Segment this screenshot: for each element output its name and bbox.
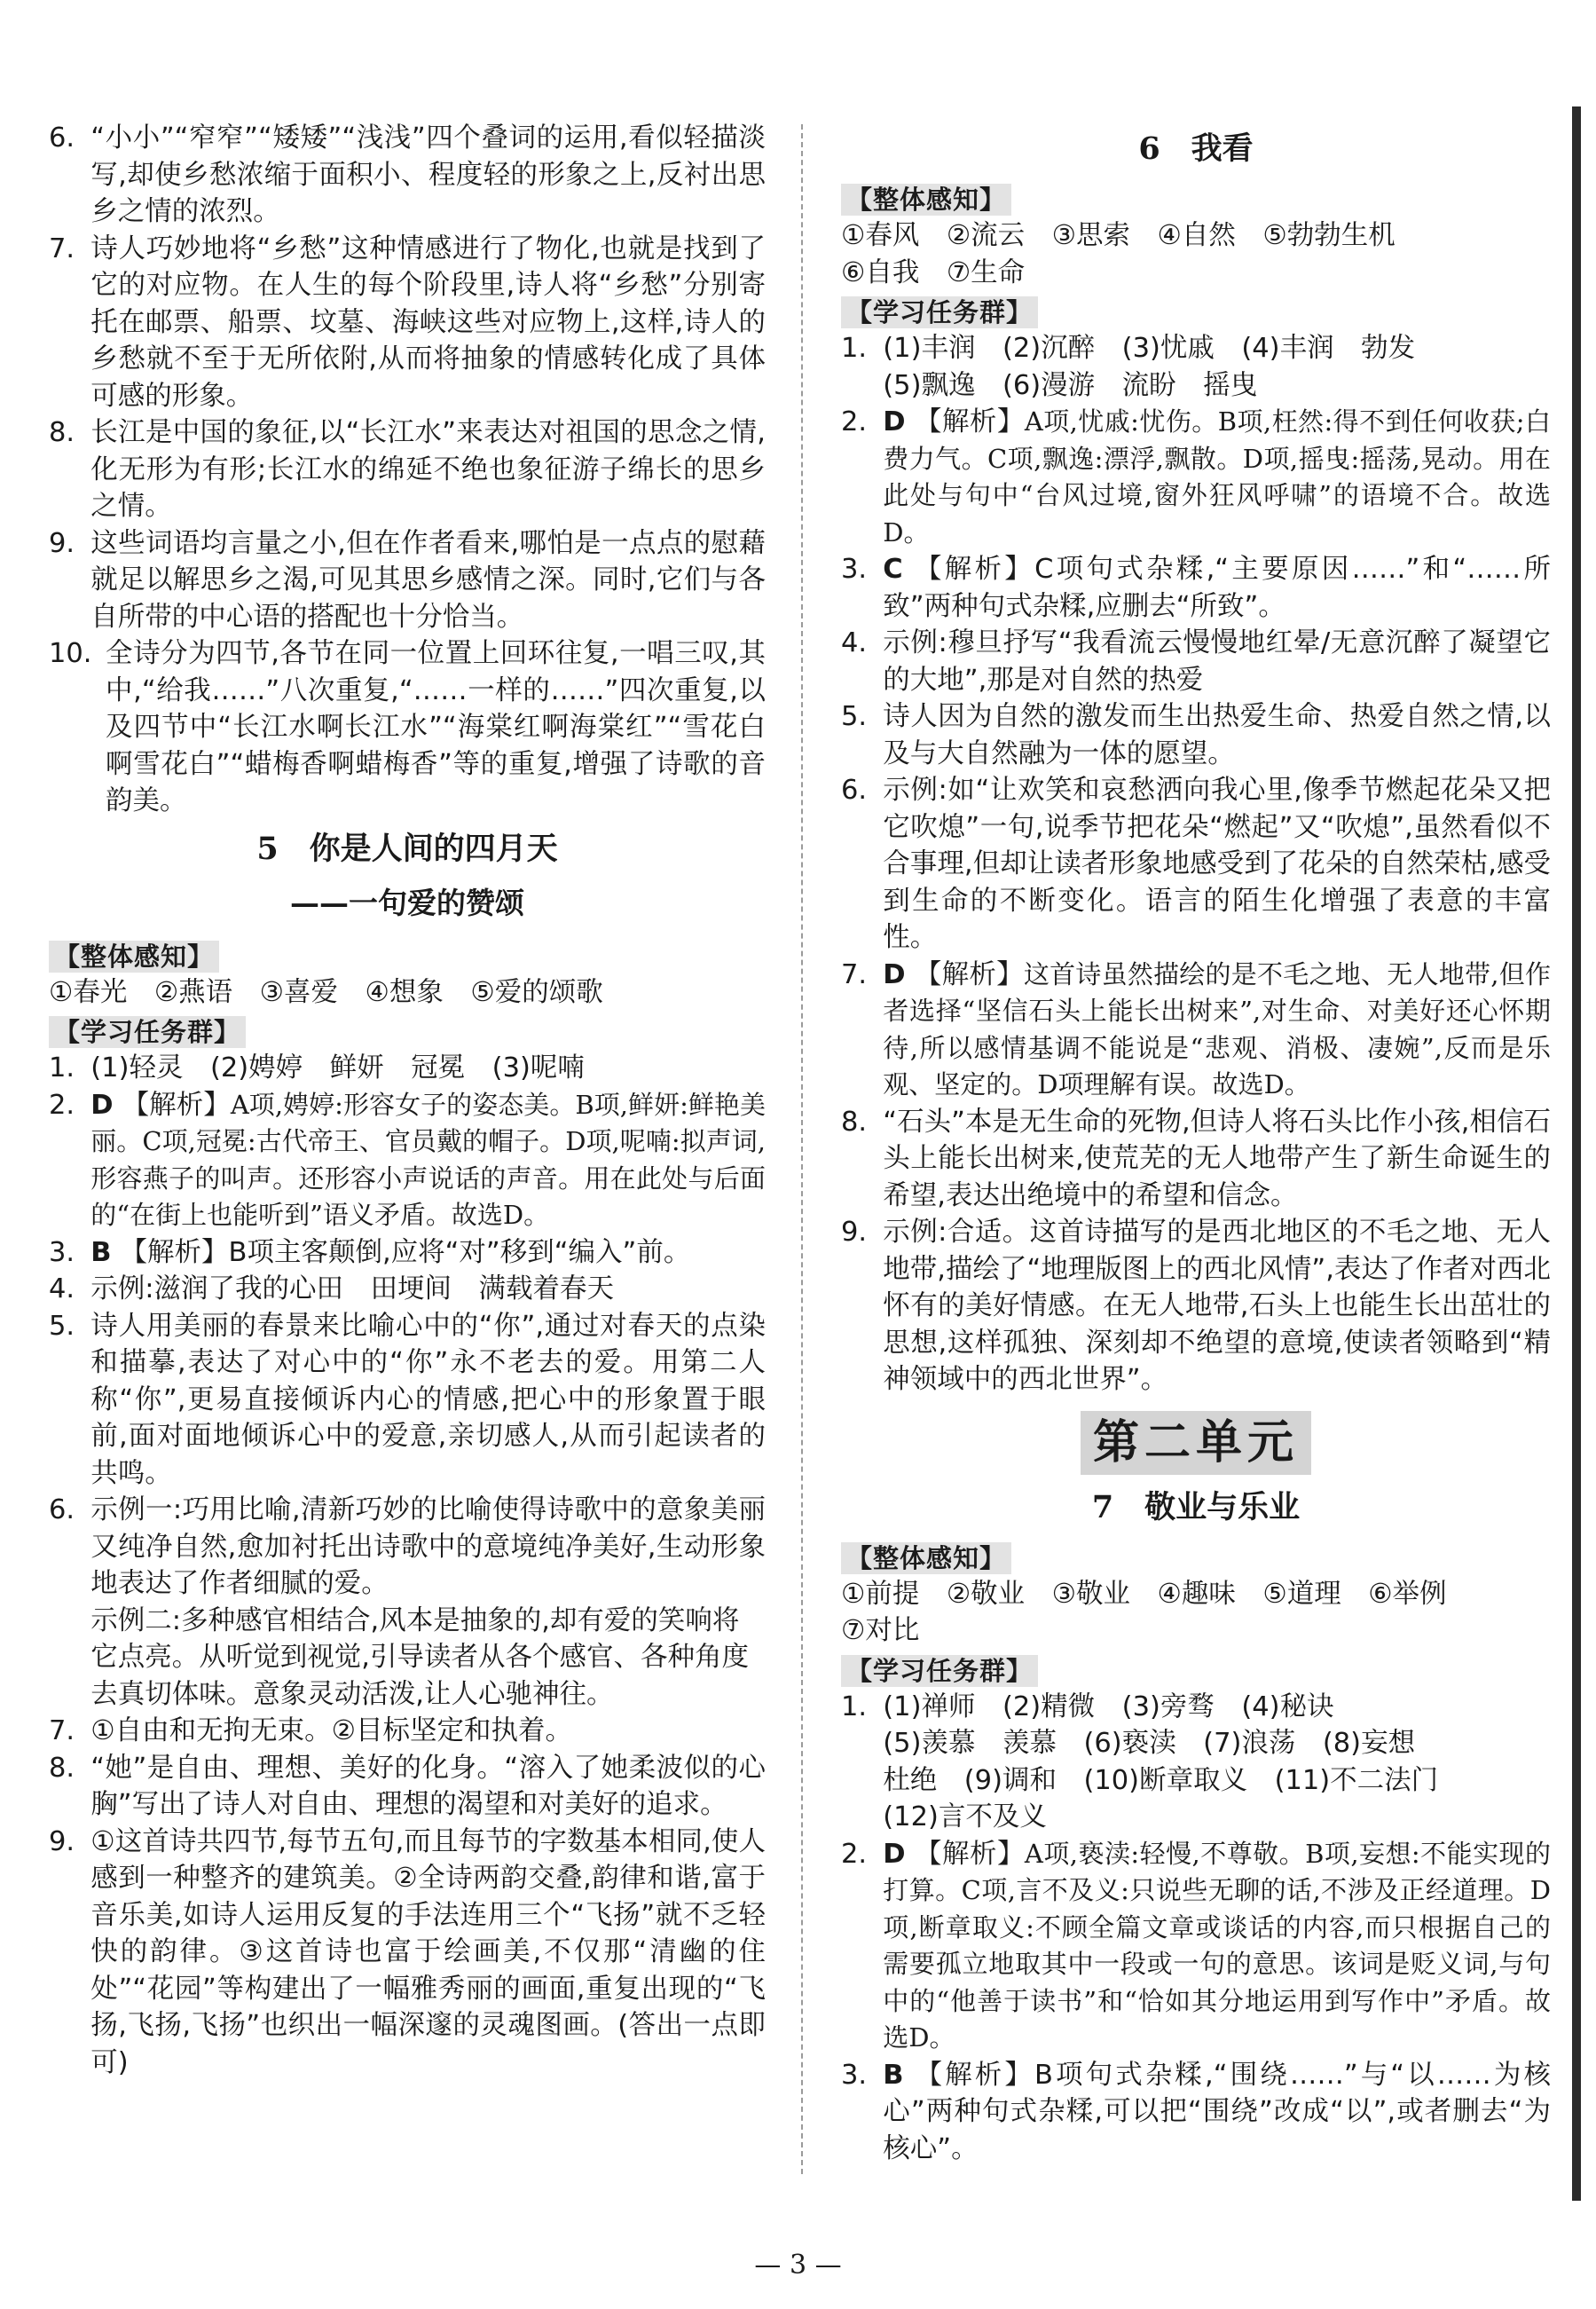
answer-item: 1. (1)丰润 (2)沉醉 (3)忧戚 (4)丰润 勃发 — [841, 333, 1416, 364]
answer-item: 1. (1)轻灵 (2)娉婷 鲜妍 冠冕 (3)呢喃 — [49, 1052, 585, 1084]
answer-item: 9. ①这首诗共四节,每节五句,而且每节的字数基本相同,使人感到一种整齐的建筑美。②全诗两韵交叠,韵律和谐,富于音乐美,如诗人运用反复的手法连用三个“飞扬”就不乏轻快的韵律。③这首诗也富于绘画美,不仅那“清幽的住处”“花园”等构建出了一幅雅秀丽的画面,重复出现的“飞扬,飞扬,飞扬”也织出一幅深邃的灵魂图画。(答出一点即可) — [49, 1825, 766, 2078]
lesson-5-subtitle: ——一句爱的赞颂 — [290, 885, 524, 920]
answer-item: 3. B 【解析】B项句式杂糅,“围绕……”与“以……为核心”两种句式杂糅,可以把“围绕”改成“以”,或者删去“为核心”。 — [841, 2059, 1552, 2164]
answer-item: 6. “小小”“窄窄”“矮矮”“浅浅”四个叠词的运用,看似轻描淡写,却使乡愁浓缩于面积小、程度轻的形象之上,反衬出思乡之情的浓烈。 — [49, 122, 766, 227]
answer-item: 5. 诗人用美丽的春景来比喻心中的“你”,通过对春天的点染和描摹,表达了对心中的“你”永不老去的爱。用第二人称“你”,更易直接倾诉内心的情感,把心中的形象置于眼前,面对面地倾诉心中的爱意,亲切感人,从而引起读者的共鸣。 — [49, 1310, 766, 1489]
answer-item: 7. D 【解析】这首诗虽然描绘的是不毛之地、无人地带,但作者选择“坚信石头上能长出树来”,对生命、对美好还心怀期待,所以感情基调不能说是“悲观、消极、凄婉”,反而是乐观、坚定的。D项理解有误。故选D。 — [841, 958, 1551, 1099]
answer-continuation: 示例二:多种感官相结合,风本是抽象的,却有爱的笑响将它点亮。从听觉到视觉,引导读者从各个感官、各种角度去真切体味。意象灵动活泼,让人心驰神往。 — [90, 1604, 749, 1710]
overview-line: ⑥自我 ⑦生命 — [841, 256, 1026, 288]
overview-line: ①前提 ②敬业 ③敬业 ④趣味 ⑤道理 ⑥举例 — [841, 1578, 1447, 1610]
answer-item: 7. ①自由和无拘无束。②目标坚定和执着。 — [49, 1715, 572, 1746]
answer-item: 9. 这些词语均言量之小,但在作者看来,哪怕是一点点的慰藉就足以解思乡之渴,可见其思乡感情之深。同时,它们与各自所带的中心语的搭配也十分恰当。 — [49, 527, 766, 633]
answer-item: 4. 示例:滋润了我的心田 田埂间 满载着春天 — [49, 1273, 615, 1304]
overview-line: ⑦对比 — [841, 1615, 920, 1646]
answer-item: 10. 全诗分为四节,各节在同一位置上回环往复,一唱三叹,其中,“给我……”八次重复,“……一样的……”四次重复,以及四节中“长江水啊长江水”“海棠红啊海棠红”“雪花白啊雪花白”“蜡梅香啊蜡梅香”等的重复,增强了诗歌的音韵美。 — [49, 638, 766, 816]
overview-line: ①春风 ②流云 ③思索 ④自然 ⑤勃勃生机 — [841, 220, 1396, 251]
answer-item: 8. “她”是自由、理想、美好的化身。“溶入了她柔波似的心胸”写出了诗人对自由、理想的渴望和对美好的追求。 — [49, 1752, 766, 1820]
answer-item: 9. 示例:合适。这首诗描写的是西北地区的不毛之地、无人地带,描绘了“地理版图上的西北风情”,表达了作者对西北怀有的美好情感。在无人地带,石头上也能生长出茁壮的思想,这样孤独、深刻却不绝望的意境,使读者领略到“精神领域中的西北世界”。 — [841, 1217, 1551, 1395]
section-tag-overview: 【整体感知】 — [841, 1542, 1011, 1574]
answer-continuation: 杜绝 (9)调和 (10)断章取义 (11)不二法门 — [883, 1764, 1439, 1796]
answer-continuation: (5)飘逸 (6)漫游 流盼 摇曳 — [883, 369, 1258, 401]
page-number: — 3 — — [754, 2250, 842, 2281]
answer-item: 6. 示例:如“让欢笑和哀愁洒向我心里,像季节燃起花朵又把它吹熄”一句,说季节把花朵“燃起”又“吹熄”,虽然看似不合事理,但却让读者形象地感受到了花朵的自然荣枯,感受到生命的不断变化。语言的陌生化增强了表意的丰富性。 — [841, 775, 1551, 953]
unit-title: 第二单元 — [1081, 1411, 1311, 1475]
column-divider — [801, 124, 803, 2174]
answer-item: 8. 长江是中国的象征,以“长江水”来表达对祖国的思念之情,化无形为有形;长江水的绵延不绝也象征游子绵长的思乡之情。 — [49, 417, 766, 522]
section-tag-tasks: 【学习任务群】 — [841, 296, 1038, 328]
answer-continuation: (5)羡慕 羡慕 (6)亵渎 (7)浪荡 (8)妄想 — [883, 1728, 1416, 1759]
answer-item: 4. 示例:穆旦抒写“我看流云慢慢地红晕/无意沉醉了凝望它的大地”,那是对自然的热爱 — [841, 627, 1551, 696]
section-tag-overview: 【整体感知】 — [49, 941, 219, 973]
page-edge-bar — [1572, 106, 1581, 2201]
answer-item: 5. 诗人因为自然的激发而生出热爱生命、热爱自然之情,以及与大自然融为一体的愿望。 — [841, 701, 1551, 769]
answer-item: 3. C 【解析】C项句式杂糅,“主要原因……”和“……所致”两种句式杂糅,应删去“所致”。 — [841, 554, 1551, 622]
answer-item: 3. B 【解析】B项主客颠倒,应将“对”移到“编入”前。 — [49, 1236, 691, 1268]
answer-item: 2. D 【解析】A项,忧戚:忧伤。B项,枉然:得不到任何收获;白费力气。C项,飘逸:漂浮,飘散。D项,摇曳:摇荡,晃动。用在此处与句中“台风过境,窗外狂风呼啸”的语境不合。故选D。 — [841, 406, 1551, 548]
section-tag-overview: 【整体感知】 — [841, 184, 1011, 216]
lesson-7-title: 7 敬业与乐业 — [1091, 1488, 1301, 1525]
answer-item: 8. “石头”本是无生命的死物,但诗人将石头比作小孩,相信石头上能长出树来,使荒芜的无人地带产生了新生命诞生的希望,表达出绝境中的希望和信念。 — [841, 1106, 1551, 1211]
left-column — [49, 120, 766, 2081]
unit-heading — [841, 1411, 1551, 1475]
right-column — [841, 120, 1551, 2167]
lesson-6-title: 6 我看 — [1138, 130, 1254, 167]
answer-item: 2. D 【解析】A项,亵渎:轻慢,不尊敬。B项,妄想:不能实现的打算。C项,言不及义:只说些无聊的话,不涉及正经道理。D项,断章取义:不顾全篇文章或谈话的内容,而只根据自己的需要孤立地取其中一段或一句的意思。该词是贬义词,与句中的“他善于读书”和“恰如其分地运用到写作中”矛盾。故选D。 — [841, 1838, 1552, 2053]
answer-item: 1. (1)禅师 (2)精微 (3)旁骛 (4)秘诀 — [841, 1690, 1334, 1722]
answer-continuation: (12)言不及义 — [883, 1801, 1047, 1832]
answer-item: 6. 示例一:巧用比喻,清新巧妙的比喻使得诗歌中的意象美丽又纯净自然,愈加衬托出诗歌中的意境纯净美好,生动形象地表达了作者细腻的爱。 — [49, 1494, 766, 1599]
overview-line: ①春光 ②燕语 ③喜爱 ④想象 ⑤爱的颂歌 — [49, 976, 603, 1008]
lesson-5-title: 5 你是人间的四月天 — [256, 830, 558, 867]
section-tag-tasks: 【学习任务群】 — [841, 1655, 1038, 1687]
section-tag-tasks: 【学习任务群】 — [49, 1016, 246, 1048]
answer-item: 7. 诗人巧妙地将“乡愁”这种情感进行了物化,也就是找到了它的对应物。在人生的每个阶段里,诗人将“乡愁”分别寄托在邮票、船票、坟墓、海峡这些对应物上,这样,诗人的乡愁就不至于无所依附,从而将抽象的情感转化成了具体可感的形象。 — [49, 232, 766, 412]
answer-item: 2. D 【解析】A项,娉婷:形容女子的姿态美。B项,鲜妍:鲜艳美丽。C项,冠冕:古代帝王、官员戴的帽子。D项,呢喃:拟声词,形容燕子的叫声。还形容小声说话的声音。用在此处与后面的“在街上也能听到”语义矛盾。故选D。 — [49, 1089, 767, 1230]
